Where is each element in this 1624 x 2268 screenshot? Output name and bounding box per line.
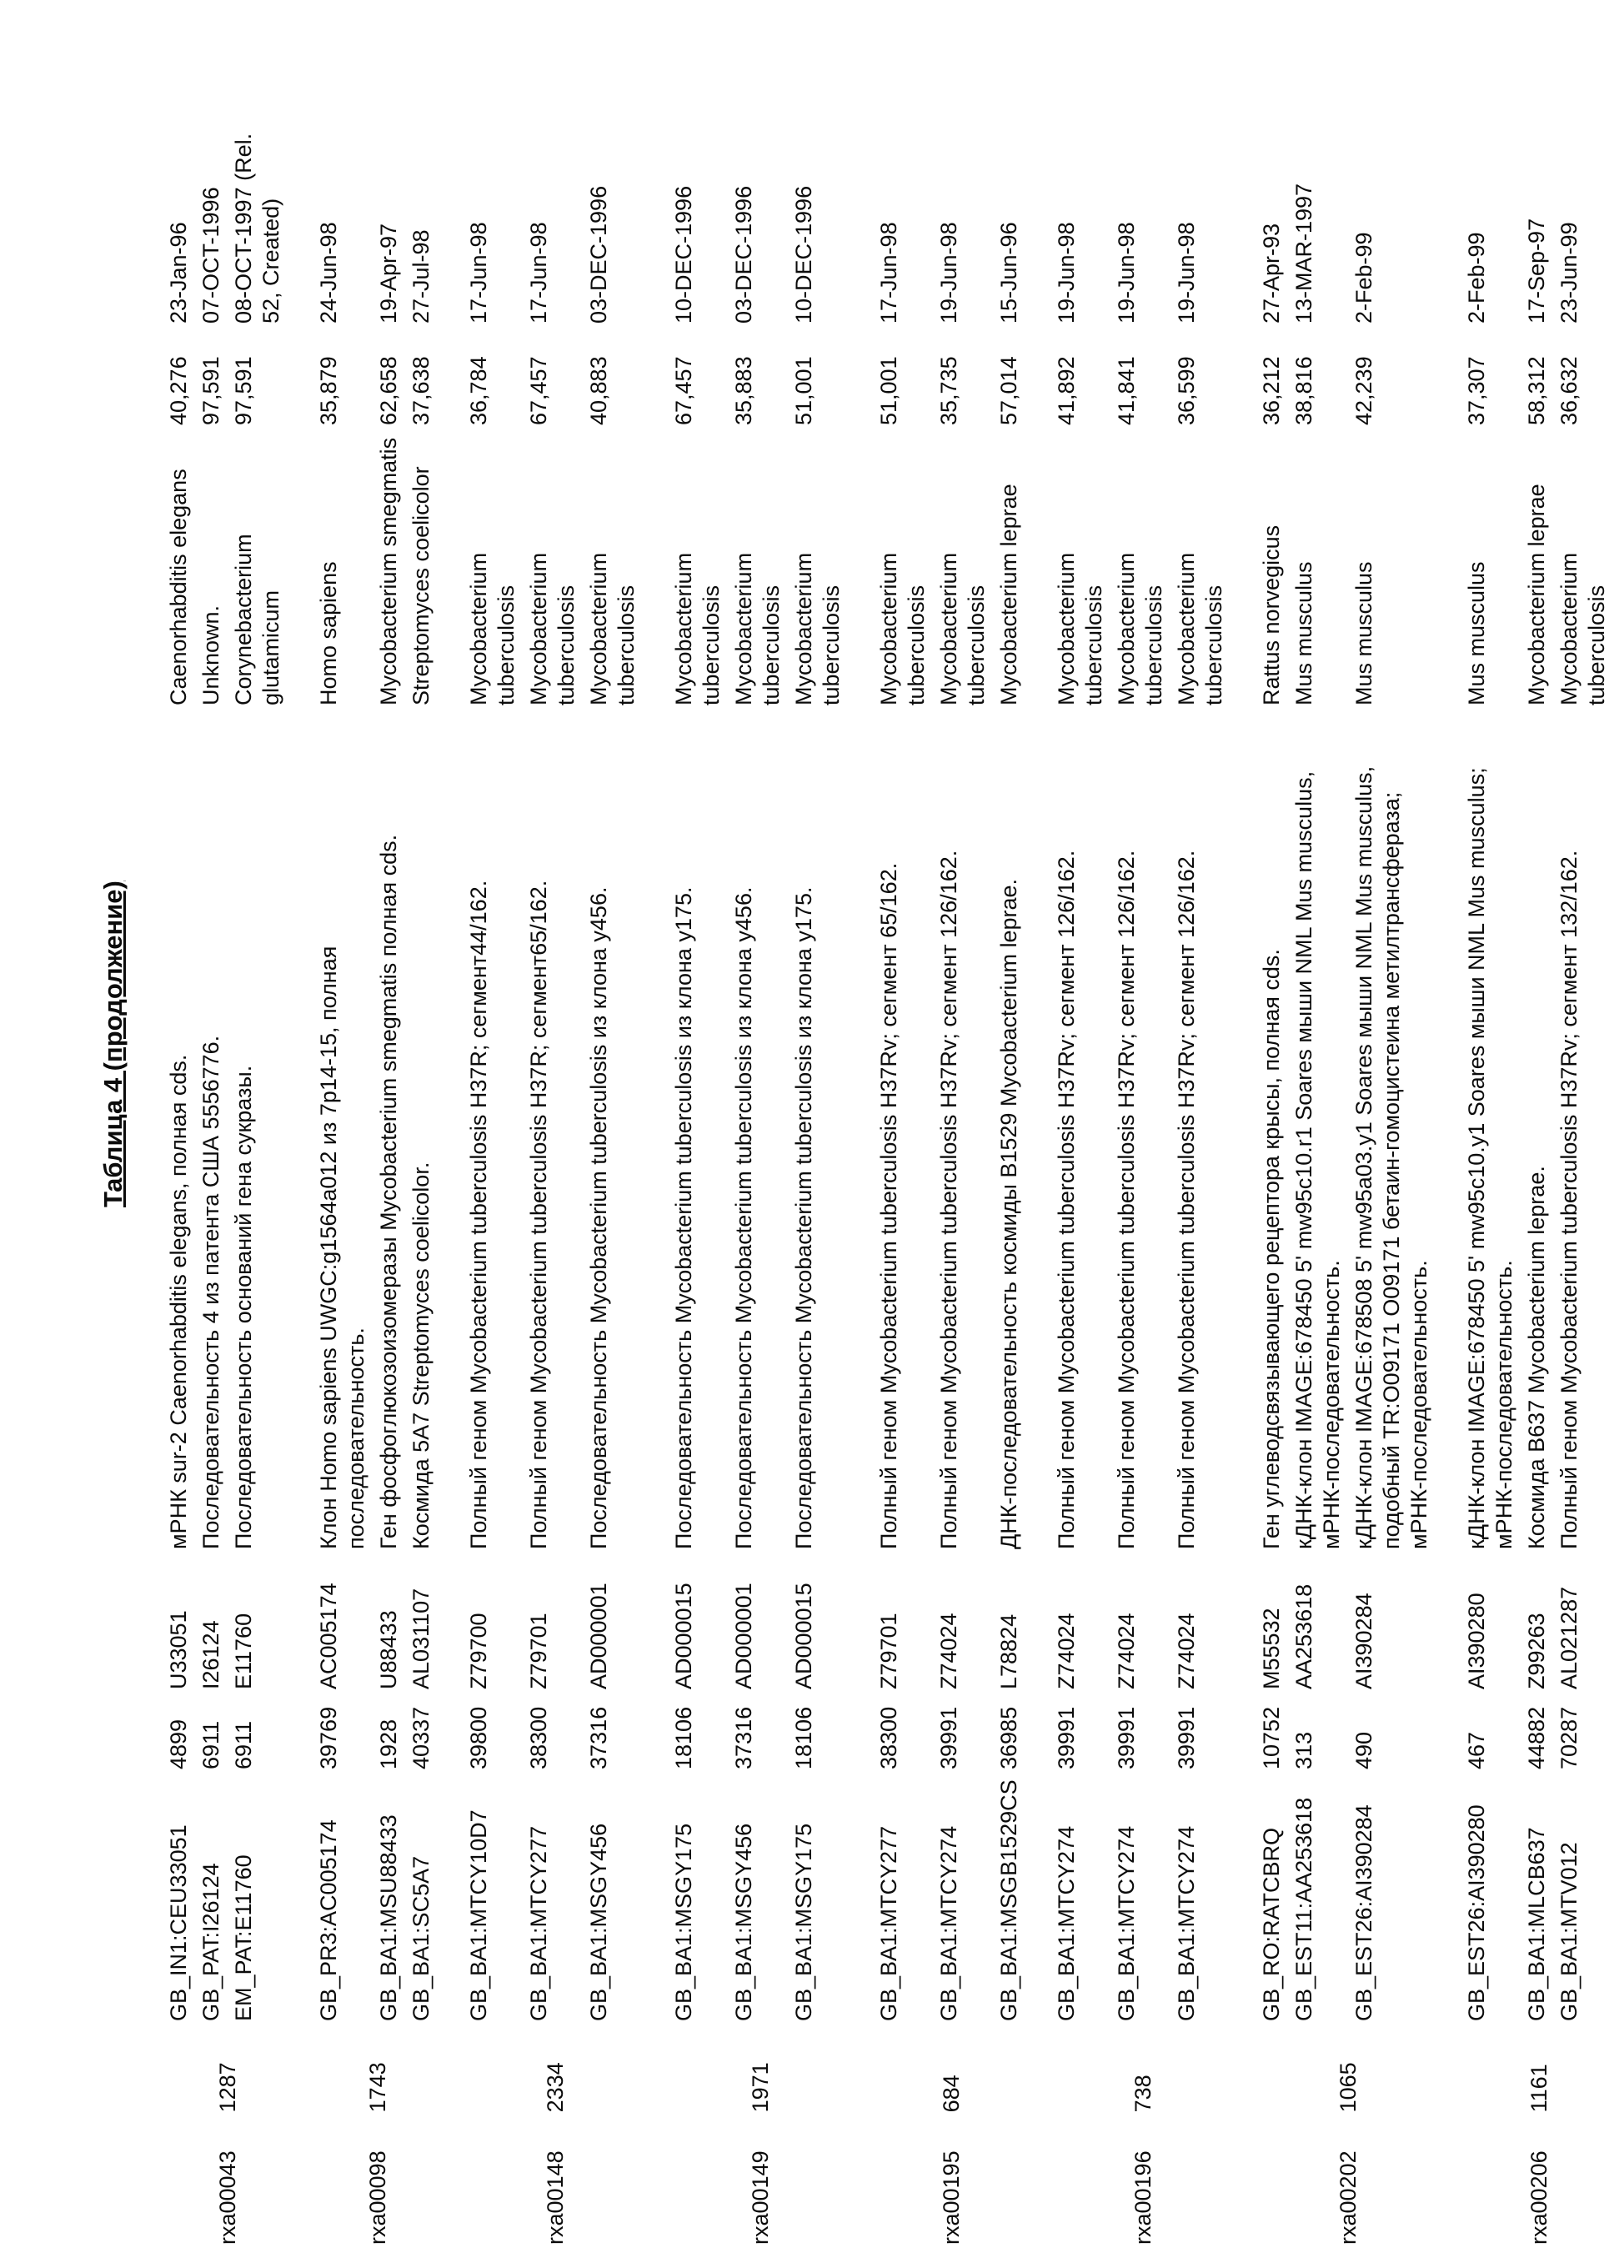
entry-date: 19-Jun-98 [1174,222,1199,324]
hit-row [1523,23,1551,2021]
hit-row [198,23,225,2021]
hit-row [1291,23,1346,2021]
organism: Unknown. [198,605,223,705]
organism: Mus musculus [1291,561,1316,705]
hit-length: 6911 [231,1720,256,1769]
genbank-id: GB_BA1:MSGY456 [586,1823,611,2021]
source-sequence-length: 41,841 [1114,356,1139,425]
rxa-id: rxa00196 [1130,2150,1155,2245]
accession-number: AA253618 [1291,1583,1316,1689]
accession-number: L78824 [996,1613,1021,1689]
rxa-group-row [875,23,1028,2245]
accession-number: Z79701 [526,1613,551,1689]
hit-row [1463,23,1518,2021]
organism: Caenorhabditis elegans [166,469,191,705]
source-sequence-length: 37,307 [1464,356,1489,425]
hit-length: 313 [1291,1731,1316,1769]
accession-number: Z79700 [466,1613,491,1689]
entry-date: 27-Jul-98 [409,229,434,324]
rxa-label-cell [1053,2021,1233,2245]
entry-date: 19-Jun-98 [1114,222,1139,324]
sequence-hit-table [165,23,1624,2245]
source-sequence-length: 62,658 [376,356,401,425]
hit-length: 38300 [876,1706,901,1769]
rxa-label-cell [315,2021,440,2245]
accession-number: AD000015 [671,1583,696,1689]
hit-row [1351,23,1433,2021]
source-sequence-length: 58,312 [1524,356,1549,425]
rxa-label-cell [875,2021,1028,2245]
hit-description: кДНК-клон IMAGE:678450 5' mw95c10.r1 Soares мыши NML Mus musculus, мРНК-последовательность. [1291,770,1344,1549]
organism: Mycobacterium smegmatis [376,437,401,705]
organism: Mycobacterium tuberculosis [1054,552,1106,705]
entry-date: 17-Jun-98 [876,222,901,324]
genbank-id: GB_BA1:MSGY175 [671,1823,696,2021]
accession-number: AC005174 [316,1583,341,1689]
hit-description: Ген углеводсвязывающего рецептора крысы, полная cds. [1259,949,1284,1549]
accession-number: Z74024 [1114,1613,1139,1689]
accession-number: AD000015 [791,1583,816,1689]
hit-description: Полный геном Mycobacterium tuberculosis H37Rv; сегмент 126/162. [1114,850,1139,1549]
hit-length: 70287 [1556,1706,1581,1769]
rxa-length: 1971 [747,2062,773,2113]
hit-description: Полный геном Mycobacterium tuberculosis H37R; сегмент65/162. [526,880,551,1549]
organism: Mycobacterium tuberculosis [1556,552,1609,705]
hit-length: 38300 [526,1706,551,1769]
organism: Mycobacterium tuberculosis [466,552,519,705]
hit-length: 37316 [586,1706,611,1769]
source-sequence-length: 41,892 [1054,356,1079,425]
rxa-id: rxa00043 [214,2150,240,2245]
accession-number: AI390280 [1464,1593,1489,1689]
rxa-length: 2334 [542,2062,568,2113]
accession-number: Z74024 [1054,1613,1079,1689]
organism: Mus musculus [1464,561,1489,705]
accession-number: AI390284 [1351,1593,1376,1689]
source-sequence-length: 36,599 [1174,356,1199,425]
accession-number: Z74024 [936,1613,961,1689]
entry-date: 27-Apr-93 [1259,223,1284,324]
source-sequence-length: 35,879 [316,356,341,425]
organism: Mycobacterium tuberculosis [791,552,844,705]
hit-row [230,23,285,2021]
hit-list [1463,23,1616,2021]
entry-date: 23-Jan-96 [166,222,191,324]
rxa-group-row [465,23,645,2245]
organism: Mycobacterium tuberculosis [526,552,579,705]
organism: Mycobacterium tuberculosis [1174,552,1226,705]
hit-row [995,23,1023,2021]
hit-row [790,23,845,2021]
organism: Mycobacterium tuberculosis [671,552,724,705]
genbank-id: GB_PR3:AC005174 [316,1819,341,2021]
genbank-id: GB_IN1:CEU33051 [166,1824,191,2021]
hit-length: 37316 [731,1706,756,1769]
entry-date: 23-Jun-99 [1556,222,1581,324]
source-sequence-length: 38,816 [1291,356,1316,425]
hit-description: Космида B637 Mycobacterium leprae. [1524,1166,1549,1549]
rxa-length: 738 [1130,2075,1155,2113]
accession-number: I26124 [198,1620,223,1689]
genbank-id: GB_BA1:MSGB1529CS [996,1779,1021,2021]
hit-row [730,23,785,2021]
hit-list [875,23,1028,2021]
hit-list [670,23,850,2021]
genbank-id: GB_BA1:MTCY277 [876,1825,901,2021]
genbank-id: GB_BA1:MTCY274 [936,1825,961,2021]
entry-date: 07-OCT-1996 [198,187,223,324]
hit-length: 39800 [466,1706,491,1769]
accession-number: AL031107 [409,1588,434,1689]
source-sequence-length: 36,632 [1556,356,1581,425]
entry-date: 19-Apr-97 [376,223,401,324]
hit-row [1173,23,1228,2021]
hit-description: мРНК sur-2 Caenorhabditis elegans, полная cds. [166,1054,191,1549]
hit-row [165,23,193,2021]
rxa-id: rxa00206 [1526,2150,1551,2245]
hit-length: 39991 [1114,1706,1139,1769]
rxa-id: rxa00149 [747,2150,773,2245]
hit-description: Клон Homo sapiens UWGC:g1564a012 из 7p14-15, полная последовательность. [316,946,368,1549]
hit-length: 6911 [198,1720,223,1769]
organism: Rattus norvegicus [1259,524,1284,705]
genbank-id: GB_BA1:MTCY277 [526,1825,551,2021]
hit-description: Последовательность 4 из патента США 5556776. [198,1035,223,1549]
hit-row [375,23,403,2021]
organism: Mycobacterium tuberculosis [731,552,784,705]
hit-description: Последовательность Mycobacterium tuberculosis из клона y175. [791,886,816,1549]
hit-length: 1928 [376,1719,401,1769]
entry-date: 19-Jun-98 [936,222,961,324]
hit-description: Последовательность оснований гена сукразы. [231,1065,256,1549]
rxa-group-row [165,23,290,2245]
entry-date: 17-Jun-98 [466,222,491,324]
hit-length: 10752 [1259,1706,1284,1769]
organism: Mycobacterium leprae [1524,484,1549,705]
hit-length: 467 [1464,1731,1489,1769]
genbank-id: GB_PAT:I26124 [198,1863,223,2021]
hit-description: Полный геном Mycobacterium tuberculosis H37Rv; сегмент 65/162. [876,862,901,1549]
hit-description: кДНК-клон IMAGE:678508 5' mw95a03.y1 Soares мыши NML Mus musculus, подобный TR:O09171 O09171 бетаин-гомоцистеина метилтрансфераза; мРНК-последовательность. [1351,765,1431,1549]
genbank-id: GB_BA1:SC5A7 [409,1855,434,2021]
entry-date: 17-Jun-98 [526,222,551,324]
entry-date: 2-Feb-99 [1464,232,1489,324]
rxa-label-cell [465,2021,645,2245]
rxa-id: rxa00098 [364,2150,390,2245]
hit-description: Полный геном Mycobacterium tuberculosis H37R; сегмент44/162. [466,880,491,1549]
hit-row [585,23,640,2021]
source-sequence-length: 51,001 [791,356,816,425]
source-sequence-length: 67,457 [671,356,696,425]
hit-length: 18106 [671,1706,696,1769]
genbank-id: GB_BA1:MTV012 [1556,1842,1581,2021]
rxa-label-cell [670,2021,850,2245]
organism: Mus musculus [1351,561,1376,705]
source-sequence-length: 97,591 [231,356,256,425]
hit-row [1258,23,1286,2021]
organism: Homo sapiens [316,561,341,705]
source-sequence-length: 40,883 [586,356,611,425]
hit-description: ДНК-последовательность космиды B1529 Mycobacterium leprae. [996,878,1021,1549]
hit-description: Последовательность Mycobacterium tuberculosis из клона y456. [586,886,611,1549]
source-sequence-length: 35,883 [731,356,756,425]
accession-number: E11760 [231,1613,256,1689]
source-sequence-length: 57,014 [996,356,1021,425]
source-sequence-length: 35,735 [936,356,961,425]
rxa-length: 1287 [214,2062,240,2113]
entry-date: 08-OCT-1997 (Rel. 52, Created) [231,133,283,324]
rxa-length: 1065 [1335,2062,1361,2113]
hit-list [165,23,290,2021]
hit-length: 44882 [1524,1706,1549,1769]
rxa-label-cell [165,2021,290,2245]
hit-row [1053,23,1108,2021]
source-sequence-length: 36,212 [1259,356,1284,425]
rxa-label-cell [1463,2021,1616,2245]
entry-date: 15-Jun-96 [996,222,1021,324]
entry-date: 03-DEC-1996 [586,185,611,324]
hit-description: Полный геном Mycobacterium tuberculosis H37Rv; сегмент 126/162. [1174,850,1199,1549]
accession-number: Z79701 [876,1613,901,1689]
genbank-id: EM_PAT:E11760 [231,1854,256,2021]
rxa-length: 1743 [364,2062,390,2113]
source-sequence-length: 51,001 [876,356,901,425]
hit-row [1556,23,1611,2021]
organism: Mycobacterium tuberculosis [876,552,929,705]
hit-length: 36985 [996,1706,1021,1769]
organism: Mycobacterium tuberculosis [586,552,639,705]
entry-date: 2-Feb-99 [1351,232,1376,324]
rxa-group-row [1463,23,1616,2245]
hit-length: 39769 [316,1706,341,1769]
source-sequence-length: 36,784 [466,356,491,425]
hit-list [1258,23,1438,2021]
hit-description: Полный геном Mycobacterium tuberculosis H37Rv; сегмент 126/162. [1054,850,1079,1549]
hit-row [1113,23,1168,2021]
hit-row [670,23,725,2021]
accession-number: M55532 [1259,1608,1284,1689]
source-sequence-length: 37,638 [409,356,434,425]
hit-description: Ген фосфоглюкозоизомеразы Mycobacterium smegmatis полная cds. [376,834,401,1549]
hit-description: Последовательность Mycobacterium tuberculosis из клона y456. [731,886,756,1549]
rxa-length: 684 [939,2075,964,2113]
hit-row [525,23,580,2021]
hit-row [315,23,370,2021]
hit-length: 39991 [1054,1706,1079,1769]
rxa-group-row [1053,23,1233,2245]
hit-list [315,23,440,2021]
hit-description: кДНК-клон IMAGE:678450 5' mw95c10.y1 Soares мыши NML Mus musculus; мРНК-последовательность. [1464,767,1516,1549]
hit-length: 4899 [166,1719,191,1769]
table-title: Таблица 4 (продолжение) [98,881,128,1207]
entry-date: 17-Sep-97 [1524,218,1549,324]
genbank-id: GB_BA1:MTCY274 [1054,1825,1079,2021]
organism: Corynebacterium glutamicum [231,534,283,705]
genbank-id: GB_BA1:MLCB637 [1524,1827,1549,2021]
genbank-id: GB_BA1:MTCY274 [1174,1825,1199,2021]
organism: Mycobacterium tuberculosis [1114,552,1166,705]
hit-description: Полный геном Mycobacterium tuberculosis H37Rv; сегмент 132/162. [1556,850,1581,1549]
genbank-id: GB_BA1:MSGY175 [791,1823,816,2021]
entry-date: 13-MAR-1997 [1291,183,1316,324]
genbank-id: GB_BA1:MTCY274 [1114,1825,1139,2021]
organism: Streptomyces coelicolor [409,466,434,705]
entry-date: 10-DEC-1996 [671,185,696,324]
accession-number: AD000001 [731,1583,756,1689]
hit-description: Последовательность Mycobacterium tuberculosis из клона y175. [671,886,696,1549]
genbank-id: GB_EST26:AI390280 [1464,1804,1489,2021]
hit-description: Полный геном Mycobacterium tuberculosis H37Rv; сегмент 126/162. [936,850,961,1549]
hit-length: 18106 [791,1706,816,1769]
rxa-group-row [315,23,440,2245]
entry-date: 03-DEC-1996 [731,185,756,324]
source-sequence-length: 40,276 [166,356,191,425]
hit-length: 490 [1351,1731,1376,1769]
genbank-id: GB_EST11:AA253618 [1291,1797,1316,2021]
hit-length: 39991 [936,1706,961,1769]
entry-date: 19-Jun-98 [1054,222,1079,324]
rxa-id: rxa00202 [1335,2150,1361,2245]
entry-date: 10-DEC-1996 [791,185,816,324]
rxa-label-cell [1258,2021,1438,2245]
accession-number: AD000001 [586,1583,611,1689]
genbank-id: GB_EST26:AI390284 [1351,1804,1376,2021]
genbank-id: GB_RO:RATCBRQ [1259,1827,1284,2021]
accession-number: U88433 [376,1610,401,1689]
accession-number: U33051 [166,1610,191,1689]
rxa-group-row [670,23,850,2245]
rxa-length: 1161 [1526,2064,1551,2113]
hit-length: 39991 [1174,1706,1199,1769]
rxa-id: rxa00195 [939,2150,964,2245]
organism: Mycobacterium tuberculosis [936,552,989,705]
genbank-id: GB_BA1:MSU88433 [376,1814,401,2021]
source-sequence-length: 67,457 [526,356,551,425]
organism: Mycobacterium leprae [996,484,1021,705]
accession-number: Z99263 [1524,1613,1549,1689]
hit-description: Космида 5А7 Streptomyces coelicolor. [409,1162,434,1549]
source-sequence-length: 42,239 [1351,356,1376,425]
hit-row [875,23,930,2021]
hit-row [935,23,990,2021]
source-sequence-length: 97,591 [198,356,223,425]
rxa-id: rxa00148 [542,2150,568,2245]
genbank-id: GB_BA1:MSGY456 [731,1823,756,2021]
hit-row [465,23,520,2021]
genbank-id: GB_BA1:MTCY10D7 [466,1809,491,2021]
hit-list [1053,23,1233,2021]
hit-list [465,23,645,2021]
rxa-group-row [1258,23,1438,2245]
accession-number: AL021287 [1556,1586,1581,1689]
hit-row [408,23,435,2021]
entry-date: 24-Jun-98 [316,222,341,324]
hit-length: 40337 [409,1706,434,1769]
accession-number: Z74024 [1174,1613,1199,1689]
